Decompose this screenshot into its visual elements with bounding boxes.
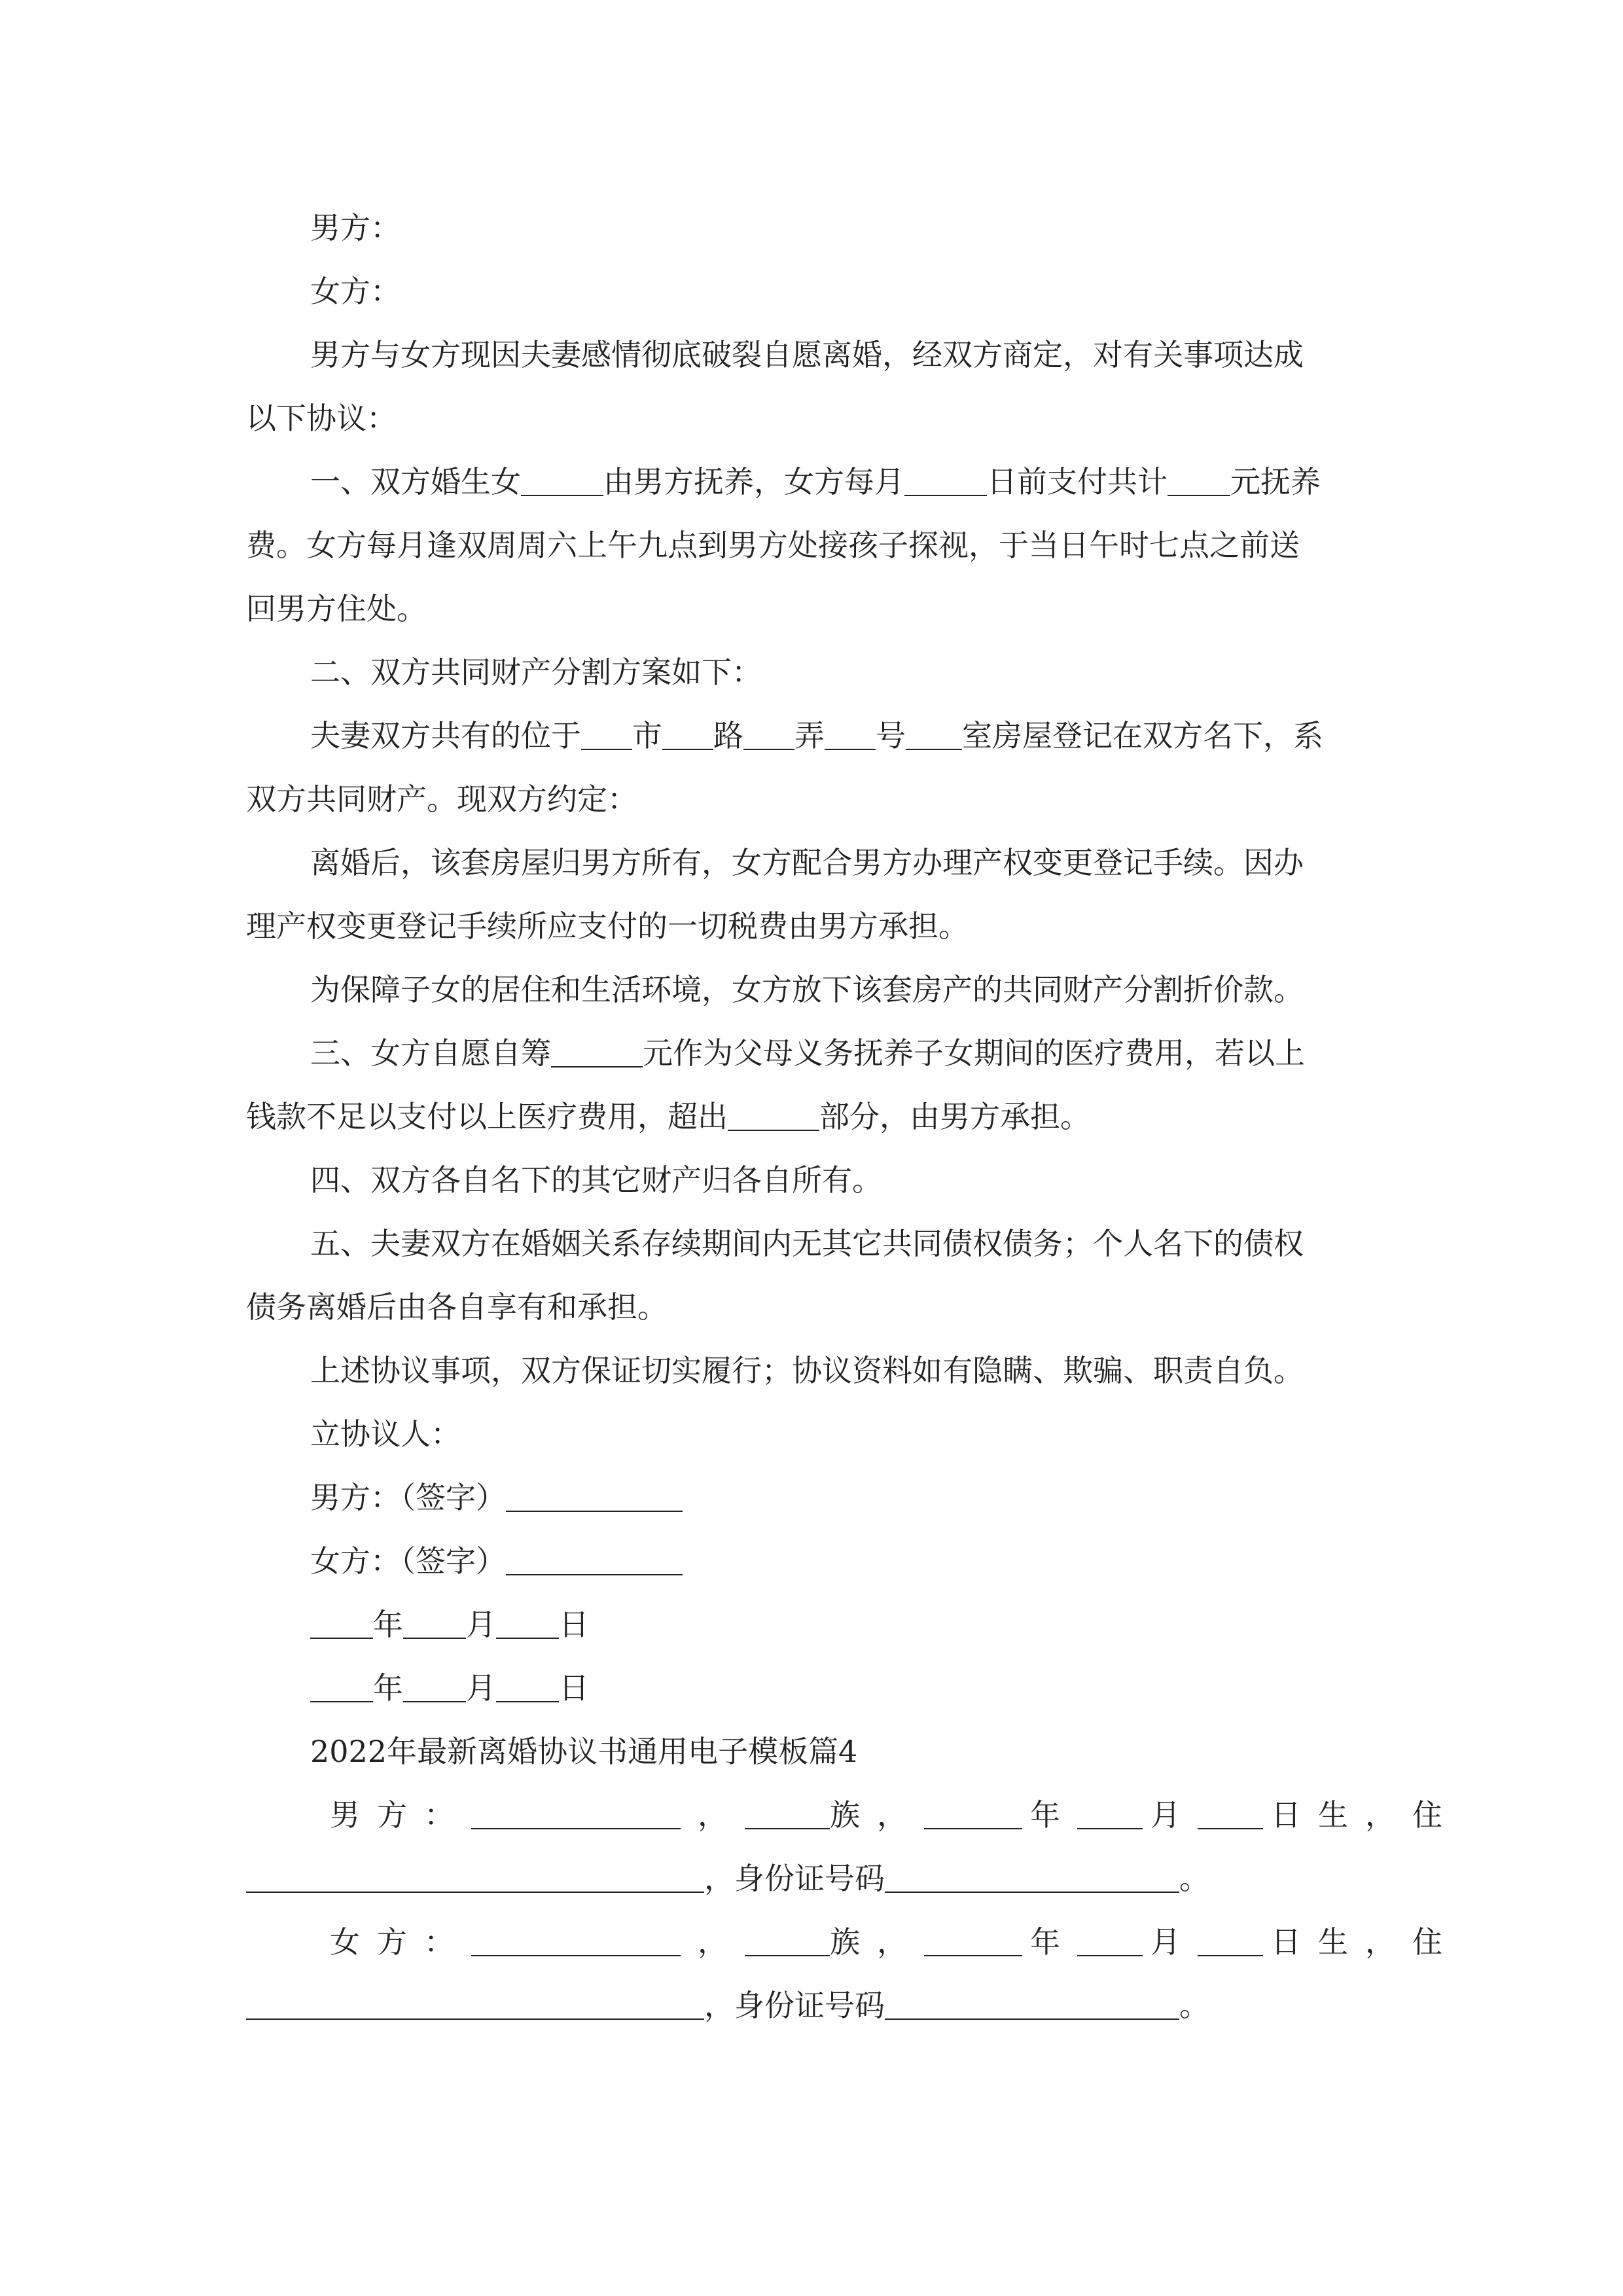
clause-2-address-line: 夫妻双方共有的位于 市 路 弄 号 室房屋登记在双方名下，系 (310, 718, 1323, 753)
template-4-male-line-2: ，身份证号码 。 (246, 1847, 1382, 1910)
male-signature-line: 男方：（签字） (246, 1466, 1382, 1530)
blank-male-id (885, 1864, 1179, 1893)
blank-male-birth-day (1198, 1801, 1263, 1829)
female-heading: 女方： (310, 274, 401, 309)
blank-day (496, 1674, 559, 1702)
blank-male-ethnic (745, 1801, 830, 1829)
template-4-male-line-1: 男方： ， 族， 年 月 日生，住 (330, 1797, 1459, 1833)
template-4-title: 2022年最新离婚协议书通用电子模板篇4 (310, 1734, 858, 1769)
blank-male-birth-year (924, 1801, 1022, 1829)
clause-1-line-1: 一、双方婚生女 由男方抚养，女方每月 日前支付共计 元抚养 (310, 464, 1321, 499)
intro-line-2: 以下协议： (246, 401, 397, 436)
signers-title: 立协议人： (310, 1416, 461, 1452)
document-page (246, 196, 1459, 2037)
blank-month (403, 1610, 466, 1639)
blank-city (581, 721, 632, 750)
blank-female-address (246, 1991, 704, 2020)
clause-2-house-line-2: 理产权变更登记手续所应支付的一切税费由男方承担。 (246, 908, 969, 944)
clause-3-line-2: 钱款不足以支付以上医疗费用，超出 部分，由男方承担。 (246, 1099, 1090, 1134)
clause-5-line-1: 五、夫妻双方在婚姻关系存续期间内无其它共同债权债务；个人名下的债权 (310, 1226, 1304, 1261)
blank-male-birth-month (1077, 1801, 1143, 1829)
blank-medical-amount (551, 1039, 643, 1067)
blank-year (310, 1610, 373, 1639)
clause-1-line-2: 费。女方每月逢双周周六上午九点到男方处接孩子探视，于当日午时七点之前送 (246, 528, 1300, 563)
blank-month (403, 1674, 466, 1702)
male-signature-blank (506, 1483, 683, 1512)
clause-3-line-1: 三、女方自愿自筹 元作为父母义务抚养子女期间的医疗费用，若以上 (310, 1035, 1305, 1071)
blank-lane (743, 721, 794, 750)
blank-male-name (471, 1801, 681, 1829)
blank-year (310, 1674, 373, 1702)
date-line-1: 年 月 日 (246, 1593, 1382, 1657)
blank-female-birth-year (924, 1928, 1022, 1956)
date-line-2: 年 月 日 (246, 1657, 1382, 1720)
blank-female-ethnic (745, 1928, 830, 1956)
female-signature-line: 女方：（签字） (246, 1530, 1382, 1593)
clause-4: 四、双方各自名下的其它财产归各自所有。 (310, 1162, 882, 1198)
blank-male-address (246, 1864, 704, 1893)
blank-female-birth-day (1198, 1928, 1263, 1956)
blank-daughter-name (521, 467, 603, 496)
blank-female-name (471, 1928, 681, 1956)
clause-2-waiver: 为保障子女的居住和生活环境，女方放下该套房产的共同财产分割折价款。 (310, 972, 1304, 1007)
clause-2-title: 二、双方共同财产分割方案如下： (310, 655, 762, 690)
template-4-female-line-1: 女方： ， 族， 年 月 日生，住 (330, 1924, 1459, 1960)
guarantee-statement: 上述协议事项，双方保证切实履行；协议资料如有隐瞒、欺骗、职责自负。 (310, 1353, 1304, 1388)
blank-day (496, 1610, 559, 1639)
blank-female-birth-month (1077, 1928, 1143, 1956)
clause-5-line-2: 债务离婚后由各自享有和承担。 (246, 1289, 668, 1325)
template-4-female-line-2: ，身份证号码 。 (246, 1974, 1382, 2037)
clause-2-address-line-2: 双方共同财产。现双方约定： (246, 781, 637, 817)
blank-room (906, 721, 962, 750)
blank-pay-day (904, 467, 987, 496)
blank-support-amount (1168, 467, 1230, 496)
male-heading: 男方： (310, 210, 401, 245)
blank-number (825, 721, 876, 750)
blank-road (662, 721, 713, 750)
blank-excess (728, 1102, 819, 1131)
blank-female-id (885, 1991, 1179, 2020)
female-signature-blank (506, 1547, 683, 1575)
clause-2-house-line-1: 离婚后，该套房屋归男方所有，女方配合男方办理产权变更登记手续。因办 (310, 845, 1304, 880)
intro-line-1: 男方与女方现因夫妻感情彻底破裂自愿离婚，经双方商定，对有关事项达成 (310, 337, 1304, 372)
clause-1-line-3: 回男方住处。 (246, 591, 427, 626)
